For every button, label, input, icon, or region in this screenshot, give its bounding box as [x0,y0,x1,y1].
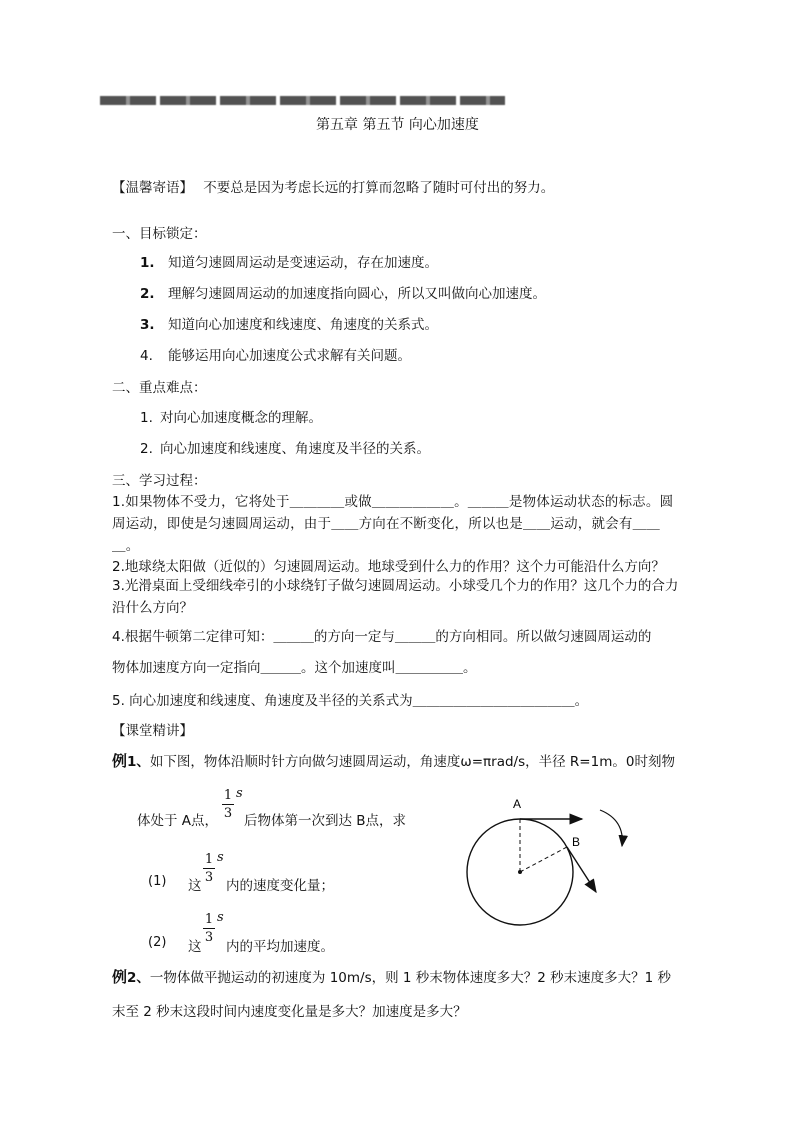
goal-item-3: 3. 知道向心加速度和线速度、角速度的关系式。 [140,317,438,333]
fraction-one-third-c: 1 3 s [204,910,224,945]
fraction-one-third-b: 1 3 s [204,850,224,885]
example-1-intro: 例1、如下图，物体沿顺时针方向做匀速圆周运动，角速度ω=πrad/s，半径 R=1m。0时刻物 [112,752,675,770]
goal-item-2: 2. 理解匀速圆周运动的加速度指向圆心，所以又叫做向心加速度。 [140,286,546,302]
keypoints-heading: 二、重点难点： [112,380,207,396]
motto-label: 【温馨寄语】 [112,180,193,196]
process-q2: 2.地球绕太阳做（近似的）匀速圆周运动。地球受到什么力的作用？这个力可能沿什么方向？ [112,559,665,575]
center-point [518,870,522,874]
goals-heading: 一、目标锁定： [112,226,207,242]
process-q5: 5. 向心加速度和线速度、角速度及半径的关系式为＿＿＿＿＿＿＿＿＿＿＿＿。 [112,693,589,709]
example-1-q1-num: (1) [148,874,167,889]
lecture-heading: 【课堂精讲】 [112,723,193,739]
circular-motion-diagram [455,790,645,940]
goal-item-1: 1. 知道匀速圆周运动是变速运动，存在加速度。 [140,255,438,271]
goal-item-4: 4. 能够运用向心加速度公式求解有关问题。 [140,348,411,364]
motto [112,176,554,196]
process-q1: 1.如果物体不受力，它将处于＿＿＿＿或做＿＿＿＿＿＿。＿＿＿是物体运动状态的标志。圆周运动，即使是匀速圆周运动，由于＿＿方向在不断变化，所以也是＿＿运动，就会有＿＿＿。 [112,494,674,554]
fraction-one-third-a: 1 3 s [223,786,243,821]
example-1-q1-a: 这 [188,878,202,894]
keypoint-item-2: 2. 向心加速度和线速度、角速度及半径的关系。 [140,441,430,457]
process-q4-line2: 物体加速度方向一定指向＿＿＿。这个加速度叫＿＿＿＿＿。 [112,660,477,676]
example-1-line2-a: 体处于 A点， [137,813,219,829]
example-2-line2: 末至 2 秒末这段时间内速度变化量是多大？加速度是多大？ [112,1004,467,1020]
blurred-header-line [100,96,505,105]
example-2-line1: 例2、一物体做平抛运动的初速度为 10m/s，则 1 秒末物体速度多大？2 秒末速度多大？1 秒 [112,968,672,986]
process-heading: 三、学习过程： [112,473,207,489]
example-1-line2-b: 后物体第一次到达 B点，求 [244,813,407,829]
point-a-label: A [513,797,522,811]
radius-to-b [520,847,567,872]
example-1-q1-b: 内的速度变化量； [226,878,334,894]
clockwise-direction-arrow [600,810,622,846]
example-1-q2-num: (2) [148,935,167,950]
page-title: 第五章 第五节 向心加速度 [316,117,479,133]
point-b-label: B [572,835,581,849]
keypoint-item-1: 1. 对向心加速度概念的理解。 [140,410,322,426]
example-1-q2-a: 这 [188,939,202,955]
process-q4-line1: 4.根据牛顿第二定律可知：＿＿＿的方向一定与＿＿＿的方向相同。所以做匀速圆周运动的 [112,629,652,645]
process-q3: 3.光滑桌面上受细线牵引的小球绕钉子做匀速圆周运动。小球受几个力的作用？这几个力的合力沿什么方向？ [112,578,679,616]
example-1-q2-b: 内的平均加速度。 [226,939,334,955]
motto-text: 不要总是因为考虑长远的打算而忽略了随时可付出的努力。 [203,180,555,196]
